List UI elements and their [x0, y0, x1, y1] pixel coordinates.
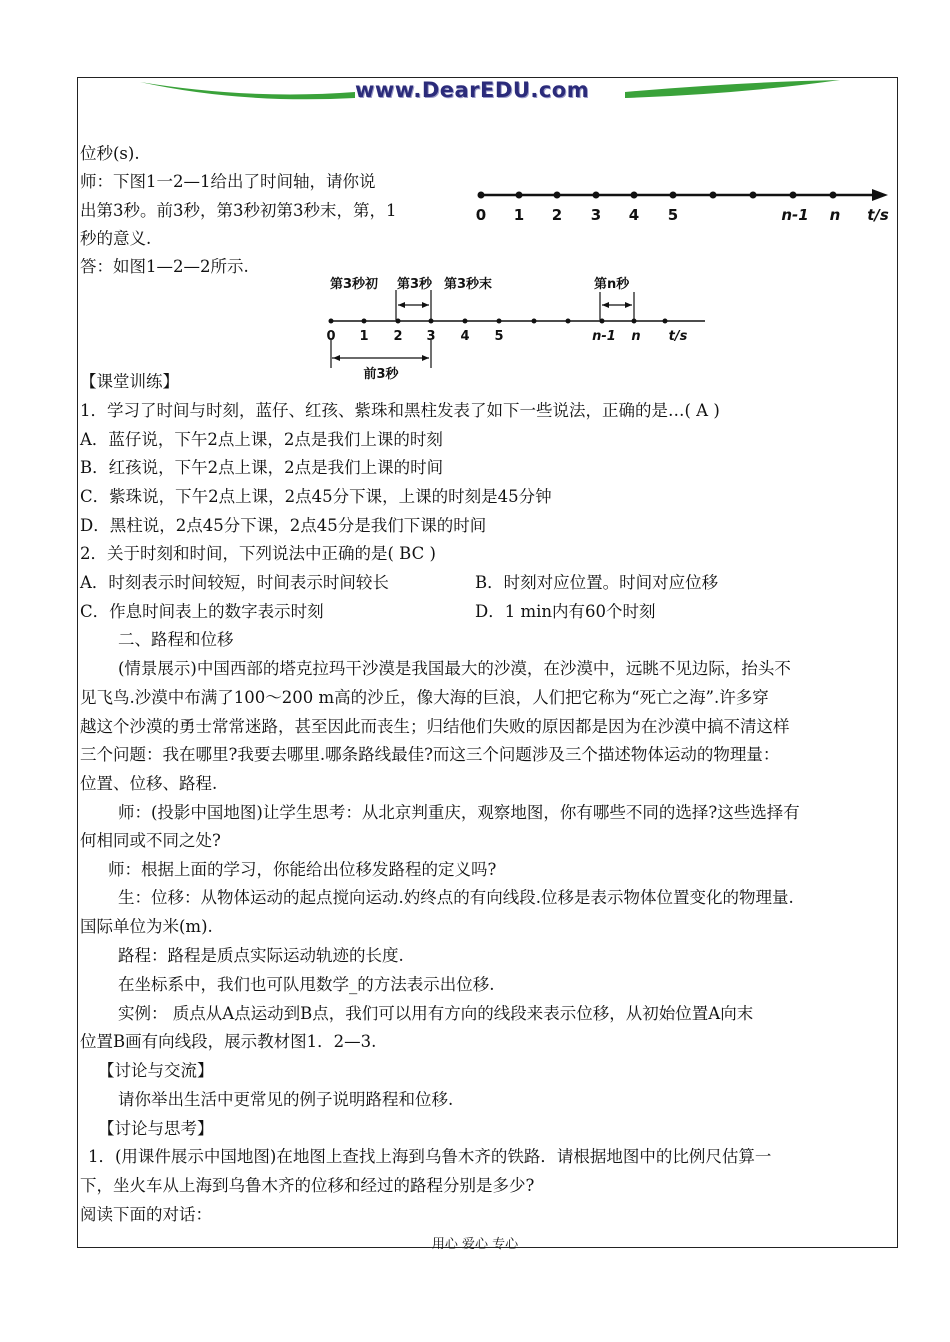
option-a: A．蓝仔说，下午2点上课，2点是我们上课的时刻	[80, 430, 443, 449]
tick-dot	[663, 319, 668, 324]
tick-dot	[429, 319, 434, 324]
axis-label: t/s	[668, 329, 688, 344]
banner-swoosh-right	[625, 80, 840, 98]
axis-arrow	[872, 189, 888, 201]
arrow-head	[333, 355, 340, 361]
intro-line-4: 秒的意义.	[80, 229, 152, 248]
tick-dot	[631, 192, 638, 199]
tick-label: 0	[326, 329, 336, 344]
tick-dot	[516, 192, 523, 199]
tick-dot	[566, 319, 571, 324]
paragraph-line: 位置B画有向线段，展示教材图1．2—3.	[80, 1032, 377, 1051]
tick-dot	[790, 192, 797, 199]
arrow-head	[602, 302, 609, 308]
paragraph-line: 实例： 质点从A点运动到B点，我们可以用有方向的线段来表示位移，从初始位置A向末	[118, 1004, 754, 1023]
label-nth-second: 第n秒	[594, 277, 630, 292]
tick-dot	[329, 319, 334, 324]
arrow-head	[422, 355, 429, 361]
tick-dot	[396, 319, 401, 324]
time-axis-figure-2	[320, 270, 720, 385]
label-start-of-3rd-second: 第3秒初	[330, 277, 379, 292]
paragraph-line: 下，坐火车从上海到乌鲁木齐的位移和经过的路程分别是多少?	[80, 1176, 535, 1195]
q2-option-a: A．时刻表示时间较短，时间表示时间较长	[80, 573, 389, 592]
tick-dot	[497, 319, 502, 324]
section-heading: 【课堂训练】	[80, 372, 179, 391]
paragraph-line: 阅读下面的对话：	[80, 1205, 212, 1224]
tick-dot	[463, 319, 468, 324]
section-title-path-displacement: 二、路程和位移	[118, 630, 234, 649]
label-first-3-seconds: 前3秒	[363, 367, 399, 382]
tick-dot	[710, 192, 717, 199]
tick-dot	[478, 192, 485, 199]
paragraph-line: 越这个沙漠的勇士常常迷路，甚至因此而丧生；归结他们失败的原因都是因为在沙漠中搞不清这样	[80, 717, 790, 736]
tick-dot	[593, 192, 600, 199]
time-axis-figure-1	[470, 180, 895, 230]
paragraph-line: 路程：路程是质点实际运动轨迹的长度.	[118, 946, 404, 965]
q2-option-b: B．时刻对应位置。时间对应位移	[475, 573, 719, 592]
section-heading: 【讨论与思考】	[98, 1119, 214, 1138]
tick-label: 4	[460, 329, 470, 344]
page-footer: 用心 爱心 专心	[431, 1237, 519, 1252]
tick-label: 3	[590, 206, 602, 224]
tick-label: n-1	[781, 206, 809, 224]
tick-dot	[670, 192, 677, 199]
q2-option-c: C．作息时间表上的数字表示时刻	[80, 602, 324, 621]
tick-label: n	[829, 206, 841, 224]
tick-label: 0	[475, 206, 487, 224]
tick-dot	[532, 319, 537, 324]
arrow-head	[625, 302, 632, 308]
q2-option-d: D．1 min内有60个时刻	[475, 602, 656, 621]
axis-label: t/s	[867, 206, 889, 224]
tick-dot	[830, 192, 837, 199]
option-d: D．黑柱说，2点45分下课，2点45分是我们下课的时间	[80, 516, 487, 535]
tick-dot	[750, 192, 757, 199]
paragraph-line: 请你举出生活中更常见的例子说明路程和位移.	[118, 1090, 454, 1109]
label-end-of-3rd-second: 第3秒末	[444, 277, 493, 292]
intro-line-3: 出第3秒。前3秒，第3秒初第3秒末，第，1	[80, 201, 397, 220]
tick-label: n-1	[592, 329, 616, 344]
intro-line-1: 位秒(s).	[80, 144, 140, 163]
question-1: 1．学习了时间与时刻，蓝仔、红孩、紫珠和黑柱发表了如下一些说法，正确的是…( A )	[80, 401, 720, 420]
paragraph-line: 见飞鸟.沙漠中布满了100～200 m高的沙丘，像大海的巨浪，人们把它称为“死亡之海”.许多穿	[80, 688, 769, 707]
tick-dot	[632, 319, 637, 324]
question-2: 2．关于时刻和时间，下列说法中正确的是( BC )	[80, 544, 436, 563]
tick-dot	[554, 192, 561, 199]
paragraph-line: 生：位移：从物体运动的起点搅向运动.妁终点的有向线段.位移是表示物体位置变化的物理量.	[118, 888, 794, 907]
tick-dot	[600, 319, 605, 324]
tick-label: 1	[359, 329, 369, 344]
tick-label: 1	[513, 206, 525, 224]
tick-label: 2	[393, 329, 403, 344]
banner-swoosh-left	[140, 82, 355, 99]
answer-line: 答：如图1—2—2所示.	[80, 257, 249, 276]
arrow-head	[398, 302, 405, 308]
paragraph-line: (情景展示)中国西部的塔克拉玛干沙漠是我国最大的沙漠，在沙漠中，远眺不见边际，抬头不	[118, 659, 791, 678]
paragraph-line: 三个问题：我在哪里?我要去哪里.哪条路线最佳?而这三个问题涉及三个描述物体运动的物理量：	[80, 745, 780, 764]
arrow-head	[422, 302, 429, 308]
label-3rd-second: 第3秒	[397, 277, 433, 292]
tick-dot	[362, 319, 367, 324]
paragraph-line: 1．(用课件展示中国地图)在地图上查找上海到乌鲁木齐的铁路．请根据地图中的比例尺估算一	[88, 1147, 772, 1166]
paragraph-line: 在坐标系中，我们也可队甩数学_的方法表示出位移.	[118, 975, 495, 994]
tick-label: 4	[628, 206, 640, 224]
section-heading: 【讨论与交流】	[98, 1061, 214, 1080]
option-c: C．紫珠说，下午2点上课，2点45分下课，上课的时刻是45分钟	[80, 487, 552, 506]
paragraph-line: 位置、位移、路程.	[80, 774, 218, 793]
tick-label: 2	[551, 206, 563, 224]
intro-line-2: 师：下图1一2—1给出了时间轴，请你说	[80, 172, 376, 191]
tick-label: 3	[426, 329, 436, 344]
site-logo[interactable]: www.DearEDU.com	[355, 78, 590, 102]
paragraph-line: 何相同或不同之处?	[80, 831, 221, 850]
tick-label: n	[631, 329, 641, 344]
paragraph-line: 师：(投影中国地图)让学生思考：从北京判重庆，观察地图，你有哪些不同的选择?这些选择有	[118, 803, 800, 822]
tick-label: 5	[667, 206, 679, 224]
option-b: B．红孩说，下午2点上课，2点是我们上课的时间	[80, 458, 444, 477]
paragraph-line: 师：根据上面的学习，你能给出位移发路程的定义吗?	[108, 860, 497, 879]
paragraph-line: 国际单位为米(m).	[80, 917, 213, 936]
tick-label: 5	[494, 329, 504, 344]
